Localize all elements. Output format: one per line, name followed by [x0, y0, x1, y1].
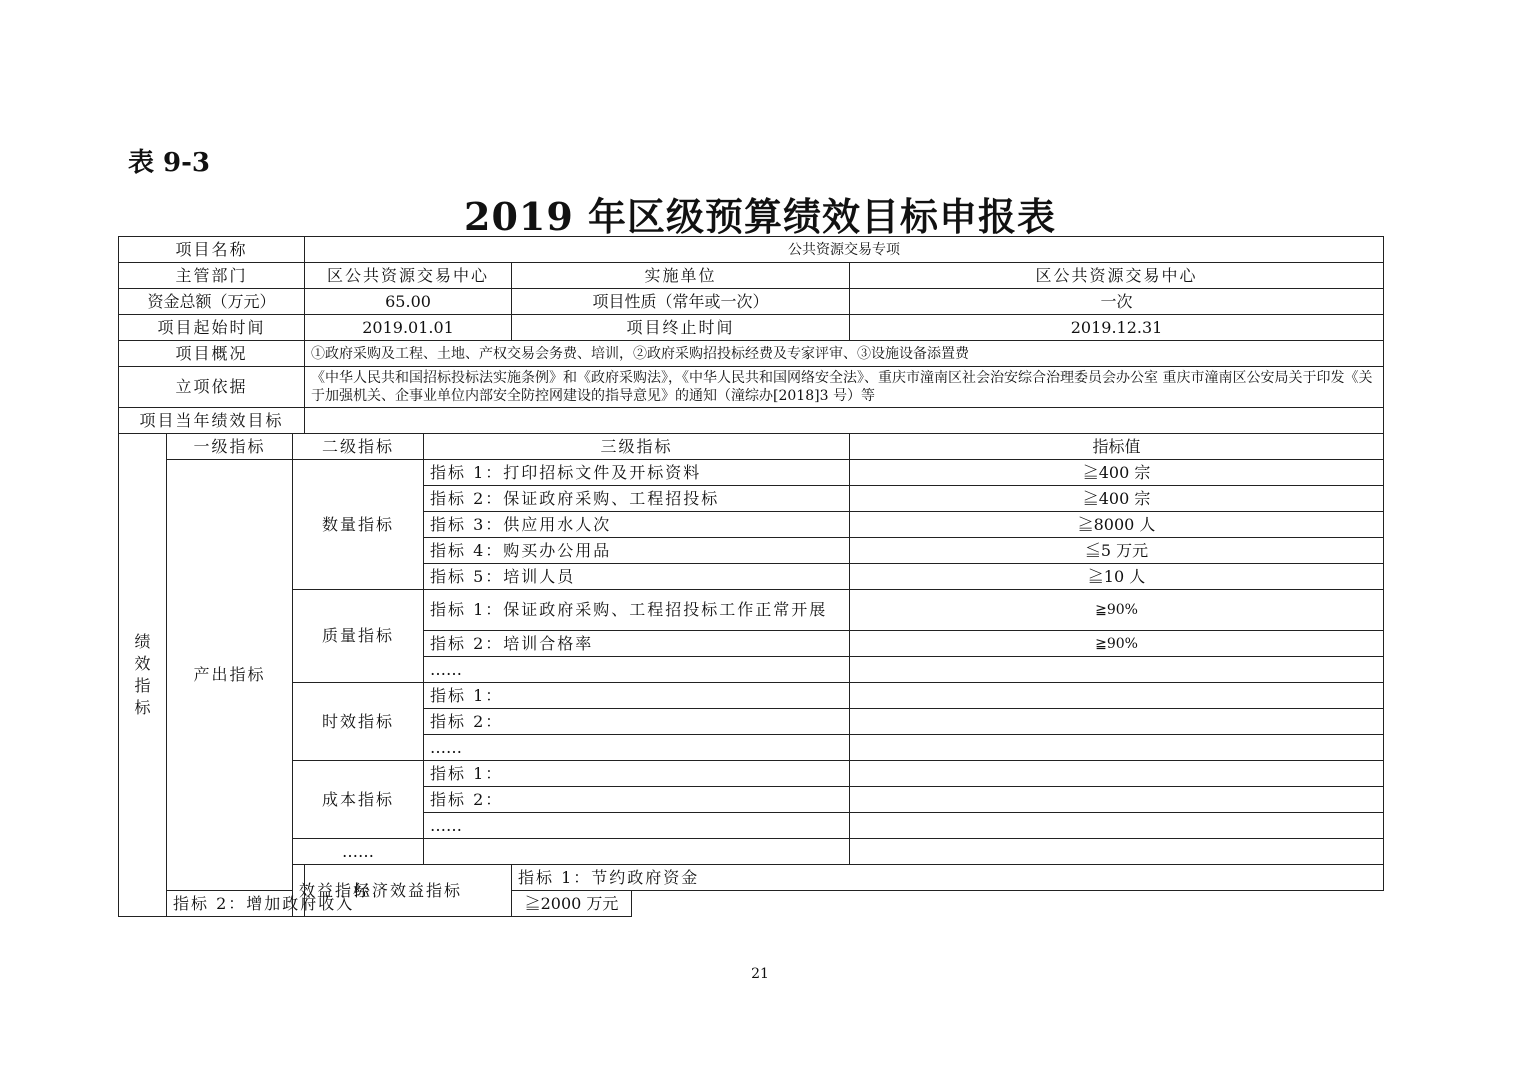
page-number: 21 — [751, 966, 769, 982]
indicator-header-row — [119, 434, 1384, 460]
table-row — [119, 590, 1384, 631]
row-department — [119, 263, 1384, 289]
indicator-name: 指标 1： — [424, 761, 850, 787]
row-dates — [119, 315, 1384, 341]
quality-indicator-label: 质量指标 — [293, 590, 424, 683]
header-level2: 二级指标 — [293, 434, 424, 460]
row-basis — [119, 367, 1384, 408]
table-row — [119, 761, 1384, 787]
indicator-name: 指标 1：打印招标文件及开标资料 — [424, 460, 850, 486]
indicator-value — [850, 839, 1384, 865]
indicator-name: 指标 3：供应用水人次 — [424, 512, 850, 538]
indicator-value — [850, 683, 1384, 709]
indicator-value: ≧400 宗 — [850, 486, 1384, 512]
indicator-name: …… — [424, 735, 850, 761]
nature-label: 项目性质（常年或一次） — [512, 289, 850, 315]
indicator-name: 指标 1：保证政府采购、工程招投标工作正常开展 — [424, 590, 850, 631]
indicator-name: 指标 2：培训合格率 — [424, 631, 850, 657]
indicator-value — [850, 787, 1384, 813]
benefit-indicator-label: 效益指标 — [293, 865, 305, 917]
indicator-value: ≦5 万元 — [850, 538, 1384, 564]
indicator-name: 指标 2：保证政府采购、工程招投标 — [424, 486, 850, 512]
impl-label: 实施单位 — [512, 263, 850, 289]
row-project-name — [119, 237, 1384, 263]
project-name-label: 项目名称 — [119, 237, 305, 263]
indicator-value: ≧400 宗 — [850, 460, 1384, 486]
output-indicator-label: 产出指标 — [167, 460, 293, 891]
row-overview — [119, 341, 1384, 367]
basis-label: 立项依据 — [119, 367, 305, 408]
indicator-value: ≧8000 人 — [850, 512, 1384, 538]
indicator-name: 指标 4：购买办公用品 — [424, 538, 850, 564]
indicator-name: 指标 2： — [424, 709, 850, 735]
row-annual-goal — [119, 408, 1384, 434]
dept-value: 区公共资源交易中心 — [305, 263, 512, 289]
performance-target-table — [118, 236, 1384, 917]
indicator-value: ≧10 人 — [850, 564, 1384, 590]
indicator-name: …… — [424, 813, 850, 839]
table-row — [119, 460, 1384, 486]
impl-value: 区公共资源交易中心 — [850, 263, 1384, 289]
start-value: 2019.01.01 — [305, 315, 512, 341]
performance-indicator-side-label: 绩效指标 — [119, 434, 167, 917]
end-value: 2019.12.31 — [850, 315, 1384, 341]
page-title: 2019 年区级预算绩效目标申报表 — [464, 194, 1056, 239]
overview-value: ①政府采购及工程、土地、产权交易会务费、培训，②政府采购招投标经费及专家评审、③设施设备添置费 — [305, 341, 1384, 367]
table-row — [119, 683, 1384, 709]
indicator-value — [850, 709, 1384, 735]
indicator-value — [850, 761, 1384, 787]
goal-value — [305, 408, 1384, 434]
indicator-name: 指标 1：节约政府资金 — [512, 865, 1384, 891]
dept-label: 主管部门 — [119, 263, 305, 289]
header-level1: 一级指标 — [167, 434, 293, 460]
table-row — [119, 865, 1384, 891]
quantity-indicator-label: 数量指标 — [293, 460, 424, 590]
indicator-name: …… — [424, 657, 850, 683]
project-name-value: 公共资源交易专项 — [305, 237, 1384, 263]
fund-value: 65.00 — [305, 289, 512, 315]
fund-label: 资金总额（万元） — [119, 289, 305, 315]
header-level3: 三级指标 — [424, 434, 850, 460]
nature-value: 一次 — [850, 289, 1384, 315]
table-number: 表 9-3 — [128, 148, 211, 178]
indicator-name — [424, 839, 850, 865]
indicator-name: 指标 5：培训人员 — [424, 564, 850, 590]
indicator-value: ≧2000 万元 — [512, 891, 632, 917]
overview-label: 项目概况 — [119, 341, 305, 367]
indicator-value — [850, 813, 1384, 839]
goal-label: 项目当年绩效目标 — [119, 408, 305, 434]
indicator-name: 指标 2：增加政府收入 — [167, 891, 424, 917]
table-row — [119, 891, 1384, 917]
indicator-value: ≧90% — [850, 590, 1384, 631]
indicator-value: ≧90% — [850, 631, 1384, 657]
end-label: 项目终止时间 — [512, 315, 850, 341]
header-value: 指标值 — [850, 434, 1384, 460]
indicator-name: 指标 1： — [424, 683, 850, 709]
table-row — [119, 839, 1384, 865]
economic-indicator-label: 经济效益指标 — [305, 865, 512, 917]
indicator-value — [850, 657, 1384, 683]
timeliness-indicator-label: 时效指标 — [293, 683, 424, 761]
indicator-value — [850, 735, 1384, 761]
row-fund — [119, 289, 1384, 315]
cost-indicator-label: 成本指标 — [293, 761, 424, 839]
basis-value: 《中华人民共和国招标投标法实施条例》和《政府采购法》，《中华人民共和国网络安全法》、重庆市潼南区社会治安综合治理委员会办公室 重庆市潼南区公安局关于印发《关于加强机关、企事业单位内部安全防控网建设的指导意见》的通知（潼综办[2018]3 号）等 — [305, 367, 1384, 408]
start-label: 项目起始时间 — [119, 315, 305, 341]
indicator-name: 指标 2： — [424, 787, 850, 813]
output-more-label: …… — [293, 839, 424, 865]
